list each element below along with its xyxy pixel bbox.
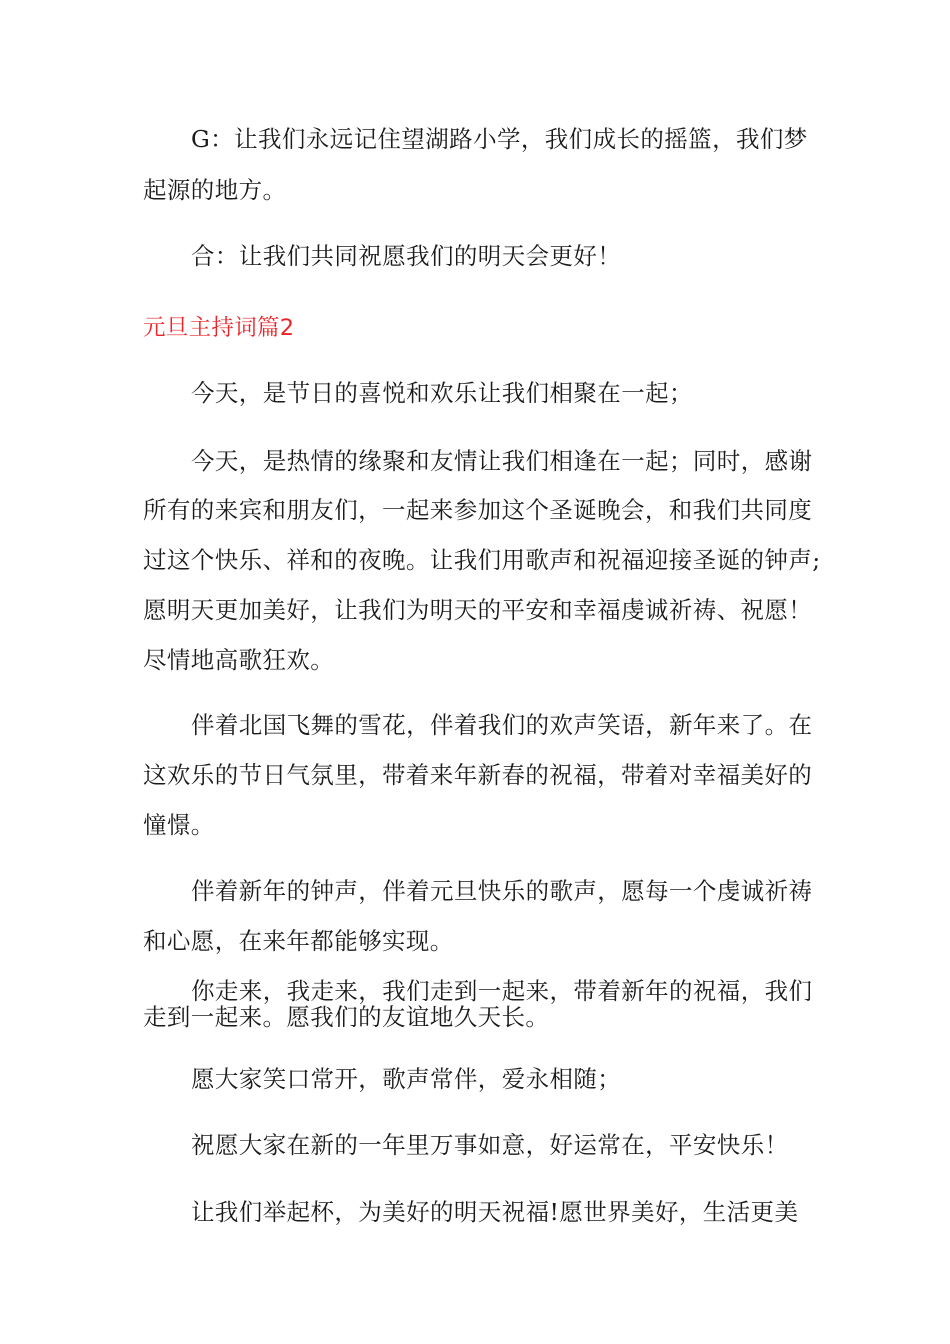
paragraph-line: 走到一起来。愿我们的友谊地久天长。 xyxy=(143,1003,550,1031)
paragraph-line: 合：让我们共同祝愿我们的明天会更好！ xyxy=(191,242,622,270)
paragraph-line: 祝愿大家在新的一年里万事如意，好运常在，平安快乐！ xyxy=(191,1131,789,1159)
paragraph-line: 过这个快乐、祥和的夜晚。让我们用歌声和祝福迎接圣诞的钟声; xyxy=(143,546,821,574)
section-heading: 元旦主持词篇2 xyxy=(143,315,295,341)
paragraph-line: 愿大家笑口常开，歌声常伴，爱永相随； xyxy=(191,1065,622,1093)
paragraph-line: 尽情地高歌狂欢。 xyxy=(143,646,335,674)
paragraph-line: 你走来，我走来，我们走到一起来，带着新年的祝福，我们 xyxy=(191,977,813,1005)
paragraph-line: 今天，是热情的缘聚和友情让我们相逢在一起；同时，感谢 xyxy=(191,447,813,475)
paragraph-line: 伴着新年的钟声，伴着元旦快乐的歌声，愿每一个虔诚祈祷 xyxy=(191,877,813,905)
paragraph-line: 让我们举起杯，为美好的明天祝福!愿世界美好，生活更美 xyxy=(191,1198,799,1226)
paragraph-line: 憧憬。 xyxy=(143,811,215,839)
paragraph-line: 今天，是节日的喜悦和欢乐让我们相聚在一起； xyxy=(191,379,693,407)
paragraph-line: 愿明天更加美好，让我们为明天的平安和幸福虔诚祈祷、祝愿！ xyxy=(143,596,813,624)
paragraph-line: 起源的地方。 xyxy=(143,176,287,204)
paragraph-line: G：让我们永远记住望湖路小学，我们成长的摇篮，我们梦 xyxy=(191,125,808,153)
paragraph-line: 伴着北国飞舞的雪花，伴着我们的欢声笑语，新年来了。在 xyxy=(191,711,813,739)
paragraph-line: 这欢乐的节日气氛里，带着来年新春的祝福，带着对幸福美好的 xyxy=(143,761,813,789)
paragraph-line: 和心愿，在来年都能够实现。 xyxy=(143,927,454,955)
paragraph-line: 所有的来宾和朋友们，一起来参加这个圣诞晚会，和我们共同度 xyxy=(143,496,813,524)
